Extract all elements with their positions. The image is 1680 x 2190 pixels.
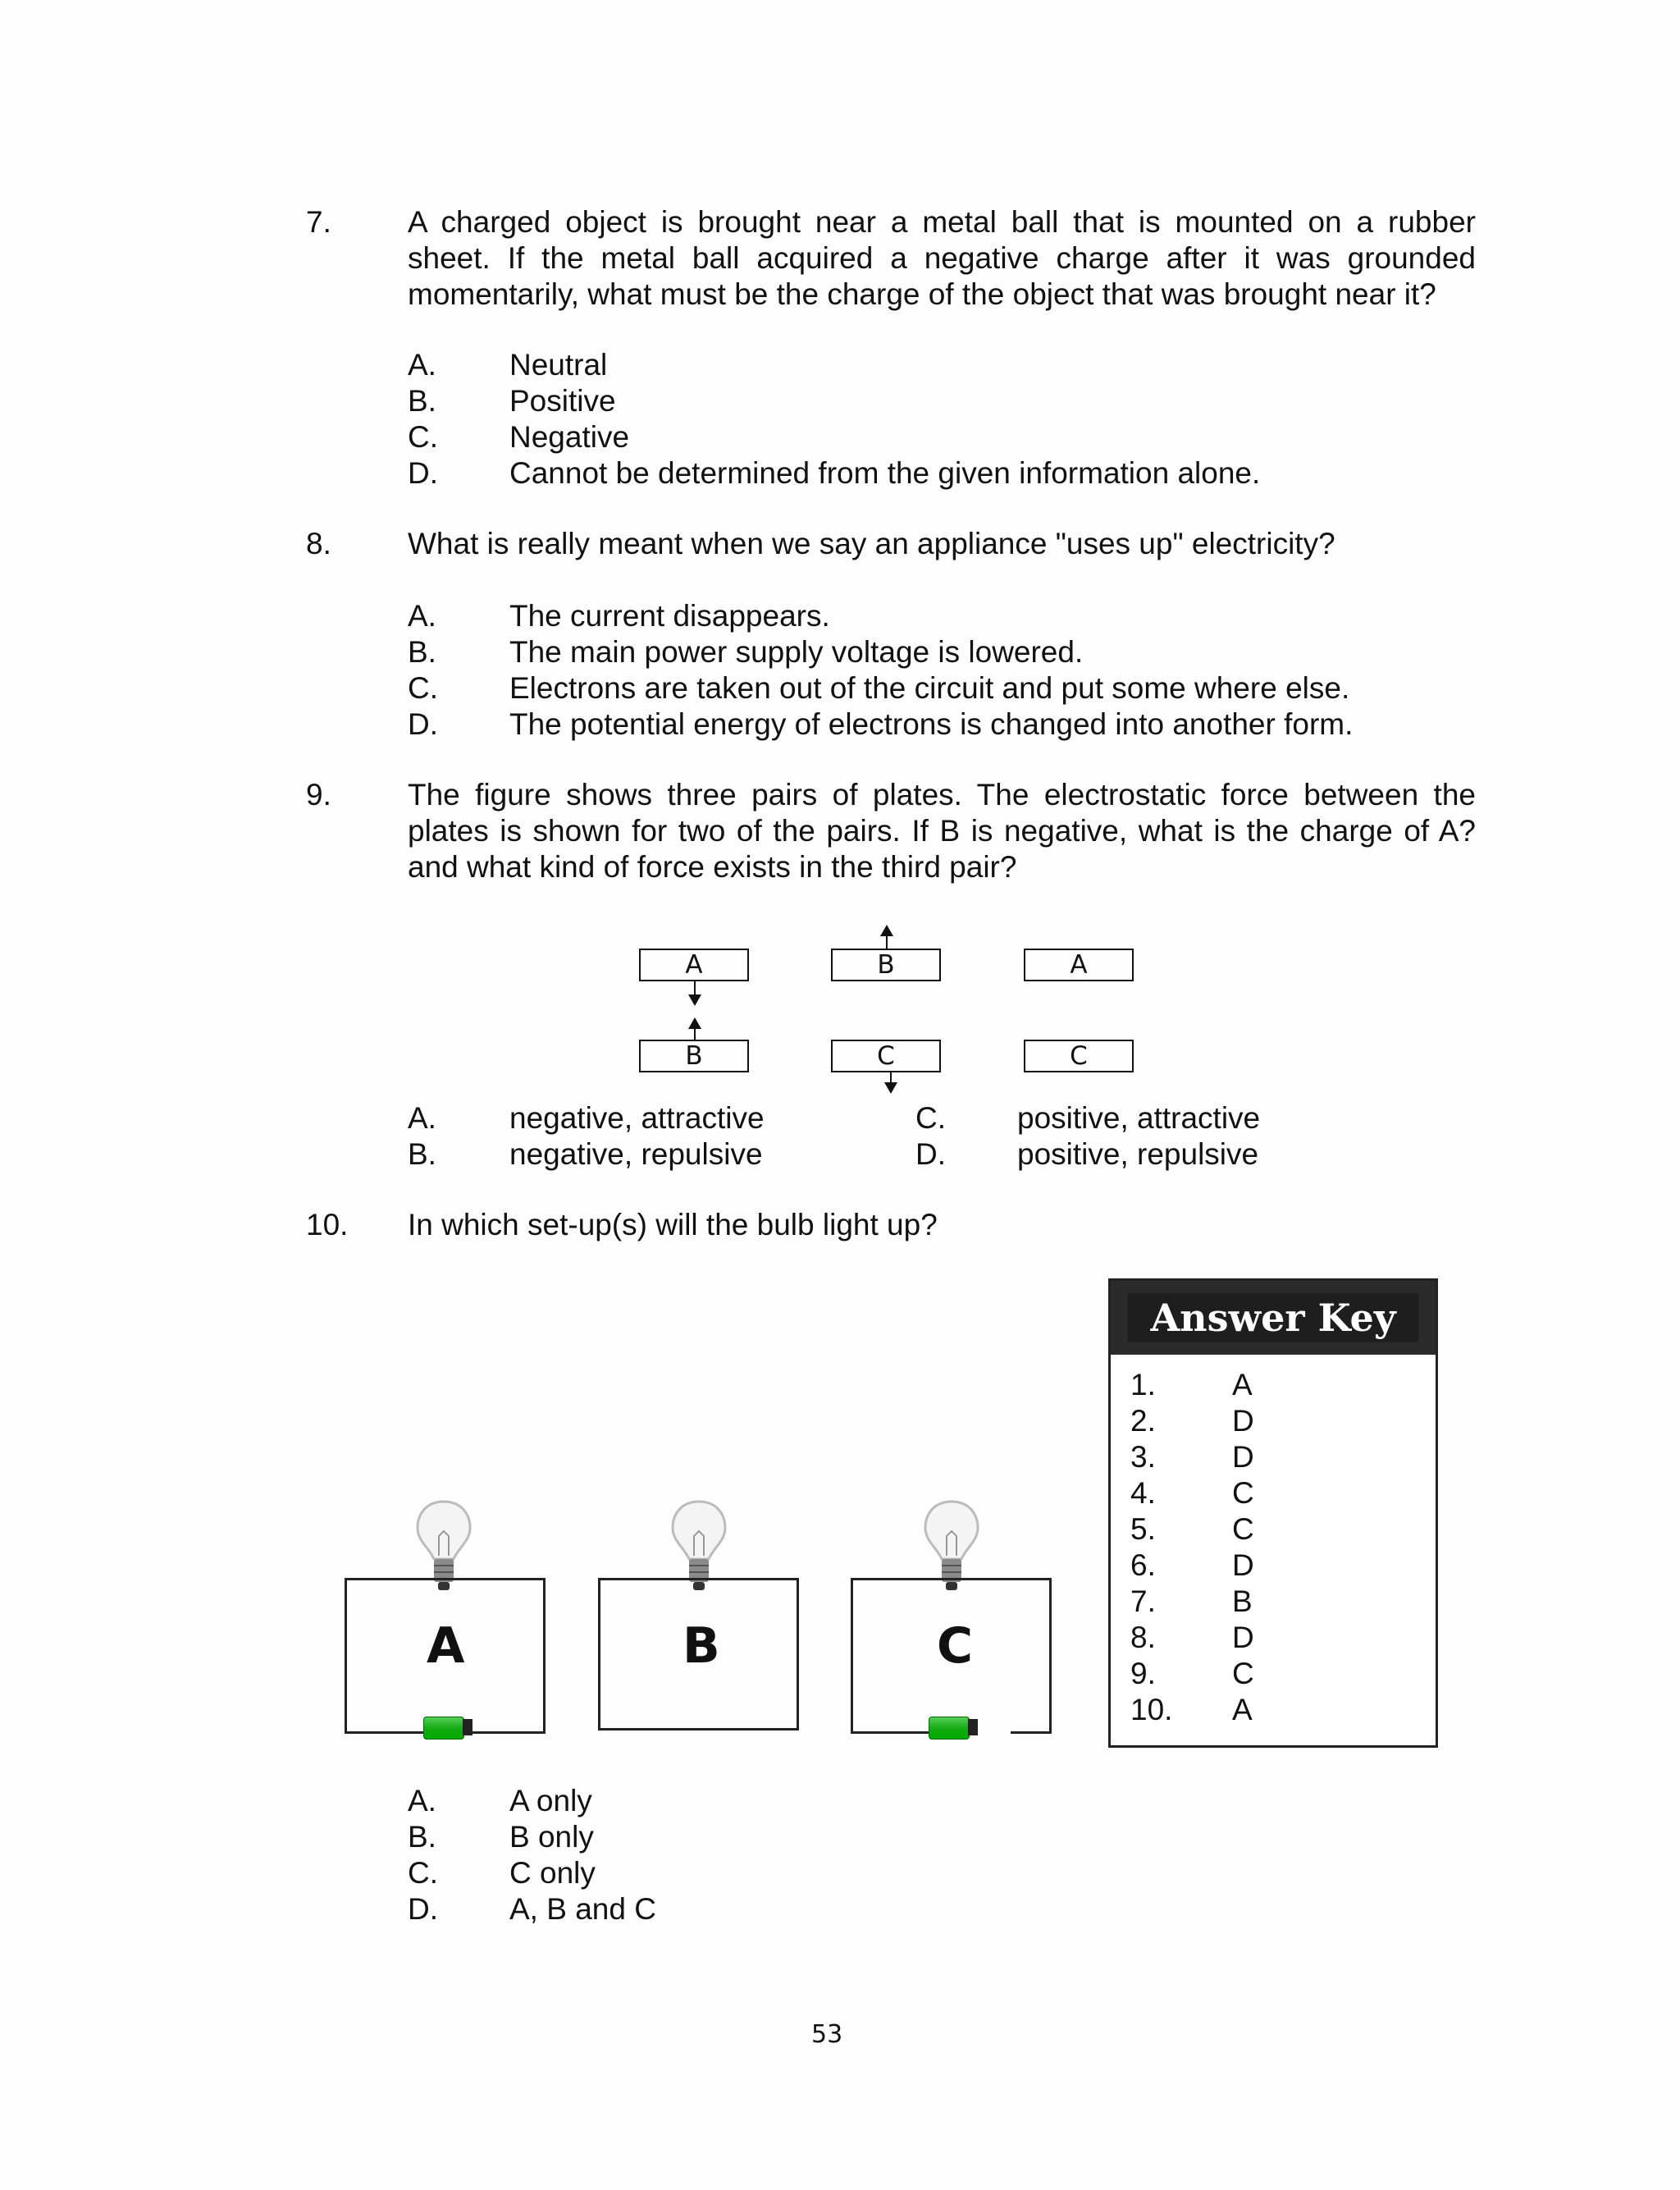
answer-key-answer: D (1232, 1404, 1254, 1438)
answer-key-number: 4. (1130, 1476, 1156, 1510)
answer-key-answer: C (1232, 1512, 1254, 1546)
q9-option-b-text: negative, repulsive (509, 1137, 763, 1171)
answer-key-answer: A (1232, 1693, 1253, 1726)
answer-key-number: 2. (1130, 1404, 1156, 1438)
q8-option-d-letter: D. (408, 707, 438, 741)
q9-option-a-letter: A. (408, 1101, 436, 1135)
q9-option-d-text: positive, repulsive (1017, 1137, 1259, 1171)
q7-option-c-text: Negative (509, 420, 630, 454)
q9-stem-line-2: plates is shown for two of the pairs. If B is negative, what is the charge of A? (408, 814, 1476, 848)
q8-option-c-text: Electrons are taken out of the circuit and put some where else. (509, 671, 1350, 705)
q8-stem: What is really meant when we say an appliance "uses up" electricity? (408, 527, 1335, 560)
answer-key-number: 1. (1130, 1368, 1156, 1401)
pair2-down-arrow-icon (884, 1082, 897, 1094)
page-number: 53 (811, 2020, 843, 2049)
circuit-c-wire-bottom-right (1011, 1731, 1052, 1734)
q7-option-a-text: Neutral (509, 348, 608, 382)
battery-a-icon (423, 1717, 464, 1740)
q7-option-b-letter: B. (408, 384, 436, 418)
answer-key-number: 8. (1130, 1621, 1156, 1654)
q10-option-c-letter: C. (408, 1856, 438, 1890)
circuit-b-label: B (682, 1617, 720, 1675)
q9-stem-line-1: The figure shows three pairs of plates. The electrostatic force between the (408, 778, 1476, 812)
pair2-top-plate: B (831, 949, 941, 981)
answer-key-answer: D (1232, 1548, 1254, 1582)
q8-option-b-text: The main power supply voltage is lowered. (509, 635, 1084, 669)
q10-number: 10. (306, 1208, 349, 1241)
q8-number: 8. (306, 527, 331, 560)
q8-option-d-text: The potential energy of electrons is changed into another form. (509, 707, 1354, 741)
battery-a-terminal (463, 1719, 472, 1735)
q7-stem-line-2: sheet. If the metal ball acquired a negative charge after it was grounded (408, 241, 1476, 275)
answer-key-answer: C (1232, 1657, 1254, 1690)
answer-key-number: 10. (1130, 1693, 1173, 1726)
answer-key-number: 3. (1130, 1440, 1156, 1474)
q10-option-a-letter: A. (408, 1784, 436, 1817)
answer-key-number: 7. (1130, 1584, 1156, 1618)
answer-key-answer: A (1232, 1368, 1253, 1401)
q9-option-b-letter: B. (408, 1137, 436, 1171)
battery-c-terminal (968, 1719, 978, 1735)
q7-option-b-text: Positive (509, 384, 616, 418)
q10-option-d-letter: D. (408, 1892, 438, 1926)
q8-option-a-text: The current disappears. (509, 599, 830, 633)
q8-option-b-letter: B. (408, 635, 436, 669)
pair2-force-line-top (886, 934, 888, 949)
q7-stem-line-1: A charged object is brought near a metal ball that is mounted on a rubber (408, 205, 1476, 239)
q7-stem-line-3: momentarily, what must be the charge of the object that was brought near it? (408, 277, 1436, 311)
answer-key-number: 6. (1130, 1548, 1156, 1582)
q7-option-a-letter: A. (408, 348, 436, 382)
q9-option-d-letter: D. (915, 1137, 946, 1171)
q10-option-a-text: A only (509, 1784, 592, 1817)
pair1-bottom-plate: B (639, 1040, 749, 1072)
q7-option-d-text: Cannot be determined from the given information alone. (509, 456, 1261, 490)
q10-option-b-letter: B. (408, 1820, 436, 1854)
pair3-bottom-plate: C (1024, 1040, 1134, 1072)
answer-key-number: 5. (1130, 1512, 1156, 1546)
circuit-a-label: A (427, 1617, 465, 1675)
q9-stem-line-3: and what kind of force exists in the third pair? (408, 850, 1017, 884)
answer-key-answer: D (1232, 1621, 1254, 1654)
q9-option-a-text: negative, attractive (509, 1101, 765, 1135)
pair2-bottom-plate: C (831, 1040, 941, 1072)
q10-stem: In which set-up(s) will the bulb light up? (408, 1208, 938, 1241)
q7-option-c-letter: C. (408, 420, 438, 454)
answer-key-title: Answer Key (1128, 1293, 1418, 1342)
answer-key-box (1108, 1278, 1438, 1748)
q7-number: 7. (306, 205, 331, 239)
q9-option-c-text: positive, attractive (1017, 1101, 1261, 1135)
answer-key-answer: D (1232, 1440, 1254, 1474)
pair1-force-line-bottom (694, 1026, 696, 1040)
q9-number: 9. (306, 778, 331, 812)
q10-option-c-text: C only (509, 1856, 596, 1890)
answer-key-answer: C (1232, 1476, 1254, 1510)
answer-key-header (1111, 1281, 1436, 1355)
pair3-top-plate: A (1024, 949, 1134, 981)
q7-option-d-letter: D. (408, 456, 438, 490)
battery-c-icon (929, 1717, 970, 1740)
q10-option-d-text: A, B and C (509, 1892, 656, 1926)
pair1-top-plate: A (639, 949, 749, 981)
circuit-c-wire-bottom-left (851, 1731, 931, 1734)
answer-key-answer: B (1232, 1584, 1253, 1618)
pair1-down-arrow-icon (688, 994, 701, 1006)
circuit-c-label: C (937, 1617, 974, 1675)
q8-option-a-letter: A. (408, 599, 436, 633)
q9-option-c-letter: C. (915, 1101, 946, 1135)
q10-option-b-text: B only (509, 1820, 594, 1854)
answer-key-number: 9. (1130, 1657, 1156, 1690)
q8-option-c-letter: C. (408, 671, 438, 705)
